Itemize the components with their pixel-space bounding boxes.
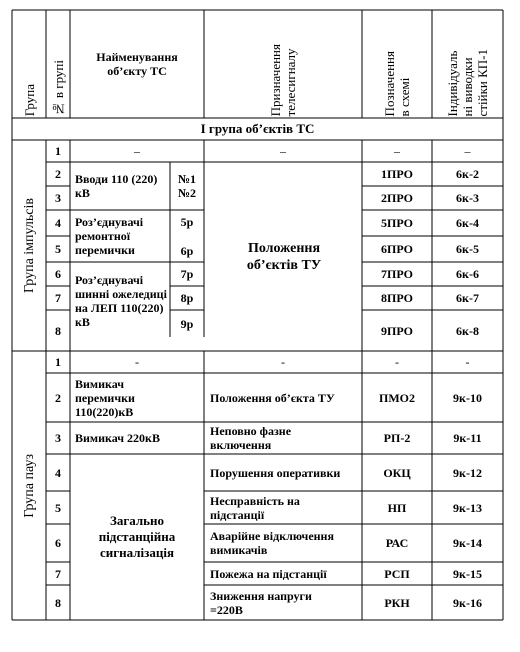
pause-row-3-num: 3 xyxy=(55,431,61,445)
pause-row-5-num: 5 xyxy=(55,500,61,515)
impulse-group-label: Група імпульсів xyxy=(21,198,37,293)
impulse-row-1-purpose: – xyxy=(280,144,286,158)
pause-row-5-purpose: Несправність на підстанції xyxy=(210,493,300,522)
pause-row-8-output: 9к-16 xyxy=(453,595,482,610)
impulse-row-7-designation: 8ПРО xyxy=(381,291,413,305)
pause-row-2-purpose: Положення об’єкта ТУ xyxy=(210,390,335,405)
pause-row-4-output: 9к-12 xyxy=(453,465,482,480)
pause-row-2-designation: ПМО2 xyxy=(379,390,415,405)
bypass-code-3: 9р xyxy=(180,316,194,331)
impulse-row-3-designation: 2ПРО xyxy=(381,191,413,205)
jumper-code-2: 6р xyxy=(180,244,194,258)
pause-row-4-num: 4 xyxy=(55,465,61,480)
impulse-row-8-designation: 9ПРО xyxy=(381,323,413,338)
impulse-row-1-num: 1 xyxy=(55,144,61,158)
pause-row-7-purpose: Пожежа на підстанції xyxy=(210,566,327,581)
header-individual-outputs: Індивідуаль ні виводки стійки КП-1 xyxy=(445,48,490,116)
pause-row-6-purpose: Аварійне відключення вимикачів xyxy=(210,529,334,557)
impulse-row-5-designation: 6ПРО xyxy=(381,242,413,256)
impulse-row-4-output: 6к-4 xyxy=(456,216,479,230)
impulse-row-6-output: 6к-6 xyxy=(456,267,479,281)
pause-row-6-designation: РАС xyxy=(385,536,409,550)
jumper-code-1: 5р xyxy=(180,215,194,229)
pause-row-6-output: 9к-14 xyxy=(453,536,482,550)
impulse-row-2-output: 6к-2 xyxy=(456,167,479,181)
jumper-name: Роз’єднувачі ремонтної перемички xyxy=(75,215,144,257)
impulse-row-6-designation: 7ПРО xyxy=(381,267,413,281)
pause-row-1-designation: - xyxy=(395,355,399,369)
header-object-name: Найменування об’єкту ТС xyxy=(96,50,178,78)
impulse-row-8-num: 8 xyxy=(55,323,61,338)
pause-row-1-num: 1 xyxy=(55,355,61,369)
pause-row-1-purpose: - xyxy=(281,355,285,369)
impulse-row-2-designation: 1ПРО xyxy=(381,167,413,181)
impulse-row-1-output: – xyxy=(464,144,471,158)
impulse-row-3-num: 3 xyxy=(55,191,61,205)
position-purpose: Положення об’єктів ТУ xyxy=(246,240,322,273)
pause-row-5-designation: НП xyxy=(387,500,407,515)
pause-row-1-name: - xyxy=(135,355,139,369)
pause-row-2-num: 2 xyxy=(55,390,61,405)
pause-row-7-designation: РСП xyxy=(384,566,410,581)
inputs-codes: №1 №2 xyxy=(177,172,197,200)
impulse-row-5-output: 6к-5 xyxy=(456,242,479,256)
impulse-row-3-output: 6к-3 xyxy=(456,191,479,205)
impulse-row-5-num: 5 xyxy=(55,242,61,256)
pause-row-2-output: 9к-10 xyxy=(453,390,482,405)
pause-row-7-num: 7 xyxy=(55,566,61,581)
impulse-row-7-output: 6к-7 xyxy=(456,291,479,305)
impulse-row-6-num: 6 xyxy=(55,267,61,281)
pause-row-3-output: 9к-11 xyxy=(453,431,482,445)
pause-group-label: Група пауз xyxy=(21,453,37,518)
section-title: І група об’єктів ТС xyxy=(200,121,315,136)
pause-row-8-purpose: Зниження напруги =220В xyxy=(210,588,312,617)
impulse-row-4-num: 4 xyxy=(55,216,61,230)
inputs-name: Вводи 110 (220) кВ xyxy=(75,172,158,200)
header-designation: Позначення в схемі xyxy=(382,50,412,116)
pause-row-5-output: 9к-13 xyxy=(453,500,482,515)
pause-row-1-output: - xyxy=(465,355,470,369)
pause-row-3-purpose: Неповно фазне включення xyxy=(210,424,292,452)
impulse-row-1-name: – xyxy=(134,144,140,158)
pause-row-4-designation: ОКЦ xyxy=(383,465,411,480)
pause-row-2-name: Вимикач перемички 110(220)кВ xyxy=(75,376,135,419)
impulse-row-4-designation: 5ПРО xyxy=(381,216,413,230)
pause-row-3-designation: РП-2 xyxy=(383,431,411,445)
pause-row-7-output: 9к-15 xyxy=(453,566,482,581)
header-group: Група xyxy=(21,83,37,116)
bypass-code-1: 7р xyxy=(180,267,194,281)
header-purpose: Призначення телесигналу xyxy=(268,43,298,116)
general-alarm: Загально підстанційна сигналізація xyxy=(98,513,176,560)
header-num-in-group: № в групі xyxy=(50,59,66,116)
pause-row-8-designation: РКН xyxy=(384,595,410,610)
pause-row-3-name: Вимикач 220кВ xyxy=(75,431,160,445)
bypass-name: Роз’єднувачі шинні ожеледиці на ЛЕП 110(220) кВ xyxy=(75,272,167,329)
pause-row-8-num: 8 xyxy=(55,595,61,610)
impulse-row-7-num: 7 xyxy=(55,291,61,305)
impulse-row-1-designation: – xyxy=(394,144,400,158)
impulse-row-2-num: 2 xyxy=(55,167,61,181)
pause-row-6-num: 6 xyxy=(55,536,61,550)
bypass-code-2: 8р xyxy=(180,291,194,305)
pause-row-4-purpose: Порушення оперативки xyxy=(210,465,341,480)
impulse-row-8-output: 6к-8 xyxy=(456,323,479,338)
